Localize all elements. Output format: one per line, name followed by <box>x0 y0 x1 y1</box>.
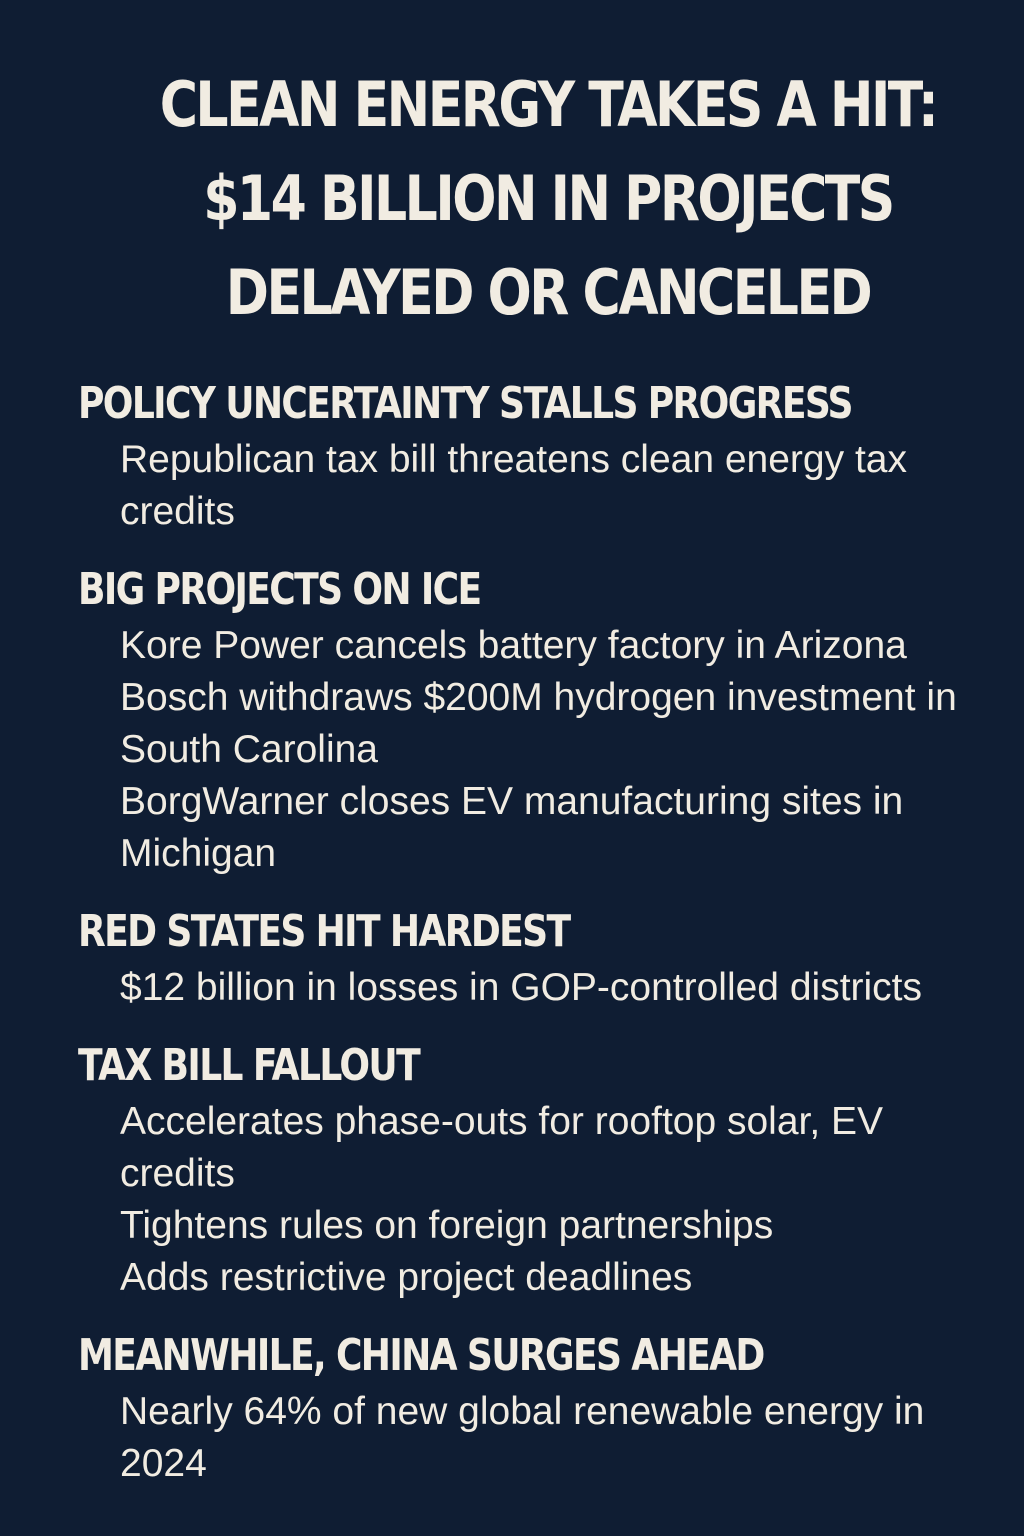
title-line-1: CLEAN ENERGY TAKES A HIT: <box>159 68 937 141</box>
section-heading: TAX BILL FALLOUT <box>78 1040 420 1091</box>
list-item: Adds restrictive project deadlines <box>120 1256 693 1299</box>
section-items <box>78 620 994 880</box>
sections-list <box>78 378 994 1490</box>
list-item: BorgWarner closes EV manufacturing sites in Michigan <box>120 780 904 875</box>
section-heading: POLICY UNCERTAINTY STALLS PROGRESS <box>78 378 852 429</box>
section-items <box>78 962 994 1014</box>
section-red-states <box>78 906 994 1014</box>
list-item: Accelerates phase-outs for rooftop solar, EV credits <box>120 1100 884 1195</box>
list-item: Tightens rules on foreign partnerships <box>120 1204 774 1247</box>
list-item: $12 billion in losses in GOP-controlled districts <box>120 966 923 1009</box>
title-line-2: $14 BILLION IN PROJECTS <box>203 162 893 235</box>
section-big-projects <box>78 564 994 880</box>
section-china-surges <box>78 1330 994 1490</box>
section-items <box>78 434 994 538</box>
section-heading: RED STATES HIT HARDEST <box>78 906 570 957</box>
list-item: Bosch withdraws $200M hydrogen investment in South Carolina <box>120 676 957 771</box>
section-tax-bill-fallout <box>78 1040 994 1304</box>
list-item: Nearly 64% of new global renewable energy in 2024 <box>120 1390 925 1485</box>
section-heading: MEANWHILE, CHINA SURGES AHEAD <box>78 1330 764 1381</box>
section-items <box>78 1096 994 1304</box>
list-item: Republican tax bill threatens clean energy tax credits <box>120 438 907 533</box>
title-line-3: DELAYED OR CANCELED <box>225 256 871 329</box>
section-policy-uncertainty <box>78 378 994 538</box>
section-heading: BIG PROJECTS ON ICE <box>78 564 481 615</box>
page-title <box>145 58 951 340</box>
list-item: Kore Power cancels battery factory in Arizona <box>120 624 907 667</box>
section-items <box>78 1386 994 1490</box>
